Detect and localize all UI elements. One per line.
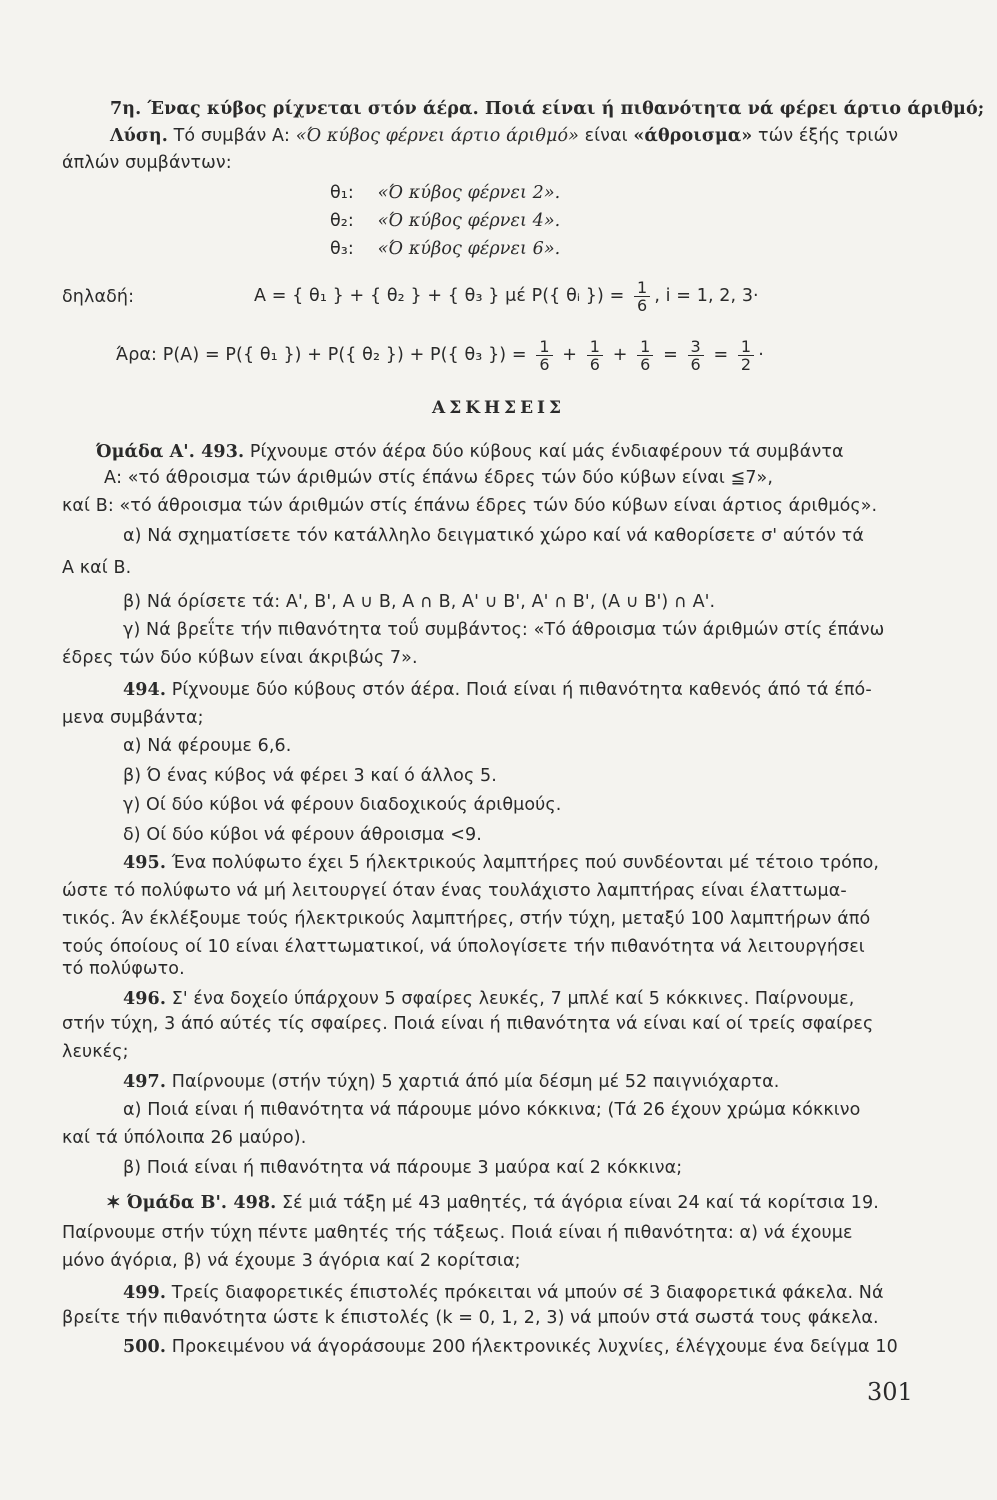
text-line [62,957,185,981]
theta3-line [330,237,560,261]
equals-sign: = [663,345,678,365]
text-line [123,851,879,875]
text-line [62,935,865,959]
theta2-label: θ₂: [330,211,354,231]
text-line [123,1098,861,1122]
text-line [62,1012,873,1036]
solution-text-c: τών έξής τριών [752,126,899,146]
denominator: 2 [740,354,752,374]
fraction-3 [637,338,653,373]
text-line [123,590,715,614]
solution-bold: «άθροισμα» [633,126,753,146]
theta2-line [330,209,560,233]
text-line [123,823,482,847]
exercise-label: 495. [123,853,167,873]
exercise-label: 494. [123,680,167,700]
exercise-label: 499. [123,1283,167,1303]
solution-label: Λύση. [110,126,168,146]
exercise-label: 496. [123,989,167,1009]
denominator: 6 [589,354,601,374]
solution-line [110,124,898,148]
exercise-text: έδρες τών δύο κύβων είναι άκριβώς 7». [62,648,418,668]
numerator: 1 [587,338,603,356]
numerator: 1 [738,338,754,356]
exercise-text: ώστε τό πολύφωτο νά μή λειτουργεί όταν ένας τουλάχιστο λαμπτήρας είναι έλαττωμα- [62,881,847,901]
exercise-text: Σ' ένα δοχείο ύπάρχουν 5 σφαίρες λευκές, 7 μπλέ καί 5 κόκκινες. Παίρνουμε, [166,989,855,1009]
theta3-text: «Ό κύβος φέρνει 6». [377,239,561,259]
exercise-text: Α καί Β. [62,558,132,578]
exercise-text: Τρείς διαφορετικές έπιστολές πρόκειται νά μπούν σέ 3 διαφορετικά φάκελα. Νά [166,1283,884,1303]
exercise-label: 497. [123,1072,167,1092]
exercise-text: β) Νά όρίσετε τά: Α', Β', Α ∪ Β, Α ∩ Β, Α' ∪ Β', Α' ∩ Β', (Α ∪ Β') ∩ Α'. [123,592,716,612]
exercise-text: Ρίχνουμε δύο κύβους στόν άέρα. Ποιά είναι ή πιθανότητα καθενός άπό τά έπό- [166,680,872,700]
solution-quote: «Ό κύβος φέρνει άρτιο άριθμό» [295,126,579,146]
text-line [62,494,877,518]
theta1-text: «Ό κύβος φέρνει 2». [377,183,561,203]
fraction-result [738,338,754,373]
exercise-text: Ένα πολύφωτο έχει 5 ήλεκτρικούς λαμπτήρες πού συνδέονται μέ τέτοιο τρόπο, [166,853,880,873]
text-line [62,1221,853,1245]
exercise-text: βρείτε τήν πιθανότητα ώστε k έπιστολές (k = 0, 1, 2, 3) νά μπούν στά σωστά τους φάκελα. [62,1308,879,1328]
text-line [62,646,418,670]
fraction-2 [587,338,603,373]
fraction-sum [688,338,704,373]
exercise-text: τικός. Άν έκλέξουμε τούς ήλεκτρικούς λαμπτήρες, στήν τύχη, μεταξύ 100 λαμπτήρων άπό [62,909,871,929]
exercise-text: γ) Νά βρεΐτε τήν πιθανότητα τοΰ συμβάντος: «Τό άθροισμα τών άριθμών στίς έπάνω [123,620,885,640]
text-line [62,1306,879,1330]
theta1-label: θ₁: [330,183,354,203]
theta1-line [330,181,560,205]
exercise-text: μόνο άγόρια, β) νά έχουμε 3 άγόρια καί 2 κορίτσια; [62,1251,521,1271]
exercise-text: τό πολύφωτο. [62,959,185,979]
ara-equation [116,335,764,375]
text-line [62,706,204,730]
text-line [123,1335,898,1359]
solution-text-b: είναι [578,126,634,146]
exercise-text: Παίρνουμε στήν τύχη πέντε μαθητές τής τάξεως. Ποιά είναι ή πιθανότητα: α) νά έχουμε [62,1223,853,1243]
dilad-tail: , i = 1, 2, 3· [654,286,759,306]
solution-line-3: άπλών συμβάντων: [62,153,232,173]
text-line [123,764,497,788]
exercise-text: στήν τύχη, 3 άπό αύτές τίς σφαίρες. Ποιά είναι ή πιθανότητα νά είναι καί οί τρείς σφαίρες [62,1014,874,1034]
text-line [123,793,561,817]
text-line [104,466,773,490]
theta3-label: θ₃: [330,239,354,259]
end-dot: · [758,345,764,365]
exercise-text: δ) Οί δύο κύβοι νά φέρουν άθροισμα <9. [123,825,482,845]
text-line [62,907,870,931]
denominator: 6 [640,354,651,374]
exercise-text: α) Ποιά είναι ή πιθανότητα νά πάρουμε μόνο κόκκινα; (Τά 26 έχουν χρώμα κόκκινο [123,1100,861,1120]
text-line [123,524,864,548]
exercise-text: Σέ μιά τάξη μέ 43 μαθητές, τά άγόρια είναι 24 καί τά κορίτσια 19. [276,1193,879,1213]
theta2-text: «Ό κύβος φέρνει 4». [377,211,561,231]
exercise-text: καί Β: «τό άθροισμα τών άριθμών στίς έπάνω έδρες τών δύο κύβων είναι άρτιος άριθμός». [62,496,878,516]
exercise-text: β) Ό ένας κύβος νά φέρει 3 καί ό άλλος 5. [123,766,497,786]
text-line [62,1249,521,1273]
exercise-label: ✶ Όμάδα Β'. 498. [106,1193,277,1213]
exercise-text: γ) Οί δύο κύβοι νά φέρουν διαδοχικούς άριθμούς. [123,795,562,815]
denominator: 6 [539,354,550,374]
fraction-1 [536,338,552,373]
exercise-label: 500. [123,1337,167,1357]
equals-sign: = [713,345,729,365]
exercise-text: λευκές; [62,1042,129,1062]
exercise-text: μενα συμβάντα; [62,708,204,728]
dilad-label: δηλαδή: [62,287,135,307]
plus-sign: + [612,345,628,365]
denominator: 6 [637,295,648,315]
exercise-text: καί τά ύπόλοιπα 26 μαύρο). [62,1128,307,1148]
problem-7-statement: 7η. Ένας κύβος ρίχνεται στόν άέρα. Ποιά είναι ή πιθανότητα νά φέρει άρτιο άριθμό; [110,99,985,119]
text-line [62,1126,306,1150]
text-line [123,987,854,1011]
text-line [123,1156,682,1180]
text-line [123,1281,884,1305]
text-line [62,879,847,903]
exercise-label: Όμάδα Α'. 493. [96,442,245,462]
text-line [96,440,844,464]
solution-text-a: Τό συμβάν Α: [173,126,296,146]
numerator: 3 [688,338,704,356]
denominator: 6 [690,354,701,374]
exercise-text: β) Ποιά είναι ή πιθανότητα νά πάρουμε 3 μαύρα καί 2 κόκκινα; [123,1158,683,1178]
text-line [123,1070,779,1094]
fraction-one-sixth [634,279,650,314]
exercise-text: α) Νά φέρουμε 6,6. [123,736,292,756]
text-line [123,618,884,642]
text-line [62,556,131,580]
dilad-equation [254,276,759,316]
exercises-heading: ΑΣΚΗΣΕΙΣ [432,398,565,418]
exercise-text: τούς όποίους οί 10 είναι έλαττωματικοί, νά ύπολογίσετε τήν πιθανότητα νά λειτουργήσει [62,937,865,957]
text-line [106,1191,879,1215]
exercise-text: α) Νά σχηματίσετε τόν κατάλληλο δειγματικό χώρο καί νά καθορίσετε σ' αύτόν τά [123,526,864,546]
ara-eq-text: Άρα: P(A) = P({ θ₁ }) + P({ θ₂ }) + P({ θ₃ }) = [116,345,527,365]
exercise-text: Ρίχνουμε στόν άέρα δύο κύβους καί μάς ένδιαφέρουν τά συμβάντα [244,442,844,462]
exercise-text: Παίρνουμε (στήν τύχη) 5 χαρτιά άπό μία δέσμη μέ 52 παιγνιόχαρτα. [166,1072,780,1092]
numerator: 1 [637,338,653,356]
plus-sign: + [562,345,578,365]
text-line [123,734,291,758]
dilad-eq-text: Α = { θ₁ } + { θ₂ } + { θ₃ } μέ P({ θᵢ }) = [254,286,625,306]
page-number: 301 [867,1378,913,1406]
text-line [123,678,872,702]
numerator: 1 [536,338,552,356]
numerator: 1 [634,279,650,297]
exercise-text: Α: «τό άθροισμα τών άριθμών στίς έπάνω έδρες τών δύο κύβων είναι ≦7», [104,468,774,488]
exercise-text: Προκειμένου νά άγοράσουμε 200 ήλεκτρονικές λυχνίες, έλέγχουμε ένα δείγμα 10 [166,1337,898,1357]
text-line [62,1040,129,1064]
